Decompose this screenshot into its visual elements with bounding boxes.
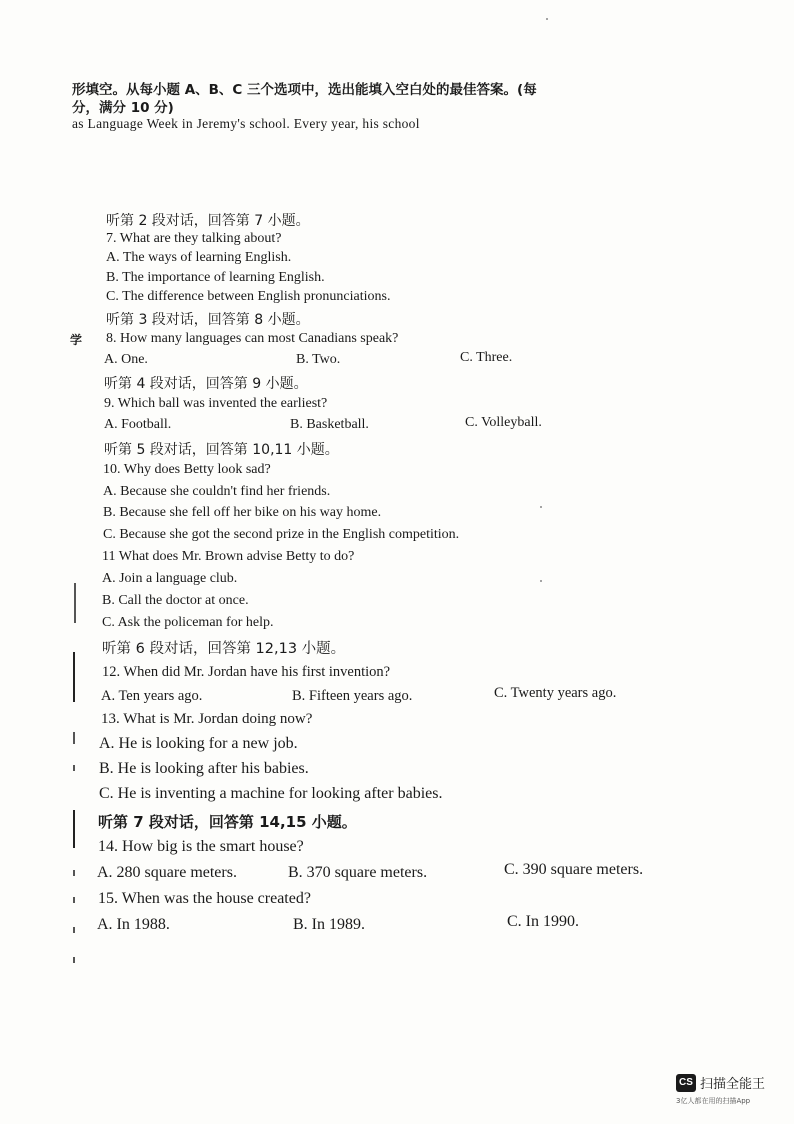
question-7: 7. What are they talking about?	[106, 231, 282, 246]
q7-option-a: A. The ways of learning English.	[106, 250, 292, 265]
margin-mark: 学	[70, 333, 83, 347]
scanner-watermark	[676, 1073, 765, 1092]
q8-option-c: C. Three.	[460, 350, 513, 365]
q15-option-a: A. In 1988.	[97, 916, 170, 933]
q14-option-a: A. 280 square meters.	[97, 864, 237, 881]
q10-option-a: A. Because she couldn't find her friends.	[103, 484, 331, 499]
q14-option-b: B. 370 square meters.	[288, 864, 428, 881]
q13-option-a: A. He is looking for a new job.	[99, 735, 298, 752]
question-13: 13. What is Mr. Jordan doing now?	[101, 711, 313, 727]
section-label-6: 听第 6 段对话，回答第 12,13 小题。	[102, 641, 346, 657]
passage-intro: as Language Week in Jeremy's school. Every year, his school	[72, 116, 420, 131]
question-11: 11 What does Mr. Brown advise Betty to do?	[102, 549, 355, 564]
scanner-app-name: 扫描全能王	[700, 1077, 766, 1092]
scan-margin-bar	[73, 652, 75, 702]
question-12: 12. When did Mr. Jordan have his first invention?	[102, 664, 391, 680]
question-8: 8. How many languages can most Canadians speak?	[106, 331, 399, 346]
section-label-3: 听第 3 段对话，回答第 8 小题。	[106, 312, 310, 328]
q9-option-a: A. Football.	[104, 417, 172, 432]
scan-speck	[540, 580, 542, 582]
scanner-tagline: 3亿人都在用的扫描App	[676, 1097, 751, 1105]
q9-option-b: B. Basketball.	[290, 417, 369, 432]
section-header-line1: 形填空。从每小题 A、B、C 三个选项中，选出能填入空白处的最佳答案。(每	[72, 82, 537, 98]
q8-option-b: B. Two.	[296, 352, 341, 367]
q11-option-b: B. Call the doctor at once.	[102, 593, 249, 608]
scan-margin-mark	[74, 583, 76, 623]
question-15: 15. When was the house created?	[98, 890, 311, 907]
q10-option-b: B. Because she fell off her bike on his way home.	[103, 505, 382, 520]
q15-option-b: B. In 1989.	[293, 916, 365, 933]
q12-option-a: A. Ten years ago.	[101, 688, 203, 704]
question-14: 14. How big is the smart house?	[98, 838, 304, 855]
scan-margin-mark	[73, 957, 75, 963]
scan-margin-mark	[73, 927, 75, 933]
q8-option-a: A. One.	[104, 352, 148, 367]
q13-option-c: C. He is inventing a machine for looking after babies.	[99, 785, 443, 802]
q9-option-c: C. Volleyball.	[465, 415, 542, 430]
q12-option-c: C. Twenty years ago.	[494, 685, 617, 701]
q11-option-a: A. Join a language club.	[102, 571, 238, 586]
section-label-2: 听第 2 段对话，回答第 7 小题。	[106, 213, 310, 229]
q14-option-c: C. 390 square meters.	[504, 861, 644, 878]
q7-option-c: C. The difference between English pronunciations.	[106, 289, 391, 304]
scan-margin-mark	[73, 732, 75, 744]
q15-option-c: C. In 1990.	[507, 913, 579, 930]
scanner-logo-icon: CS	[676, 1074, 696, 1092]
scan-margin-mark	[73, 897, 75, 903]
question-10: 10. Why does Betty look sad?	[103, 462, 271, 477]
scan-margin-bar	[73, 810, 75, 848]
section-label-4: 听第 4 段对话，回答第 9 小题。	[104, 376, 308, 392]
q10-option-c: C. Because she got the second prize in the English competition.	[103, 527, 460, 542]
question-9: 9. Which ball was invented the earliest?	[104, 396, 328, 411]
section-header-line2: 分，满分 10 分)	[72, 100, 174, 116]
scan-speck	[546, 18, 548, 20]
scan-speck	[540, 506, 542, 508]
q7-option-b: B. The importance of learning English.	[106, 270, 325, 285]
q11-option-c: C. Ask the policeman for help.	[102, 615, 274, 630]
q13-option-b: B. He is looking after his babies.	[99, 760, 309, 777]
section-label-5: 听第 5 段对话，回答第 10,11 小题。	[104, 442, 339, 458]
section-label-7: 听第 7 段对话，回答第 14,15 小题。	[98, 813, 357, 831]
scan-margin-mark	[73, 870, 75, 876]
q12-option-b: B. Fifteen years ago.	[292, 688, 413, 704]
scan-margin-mark	[73, 765, 75, 771]
